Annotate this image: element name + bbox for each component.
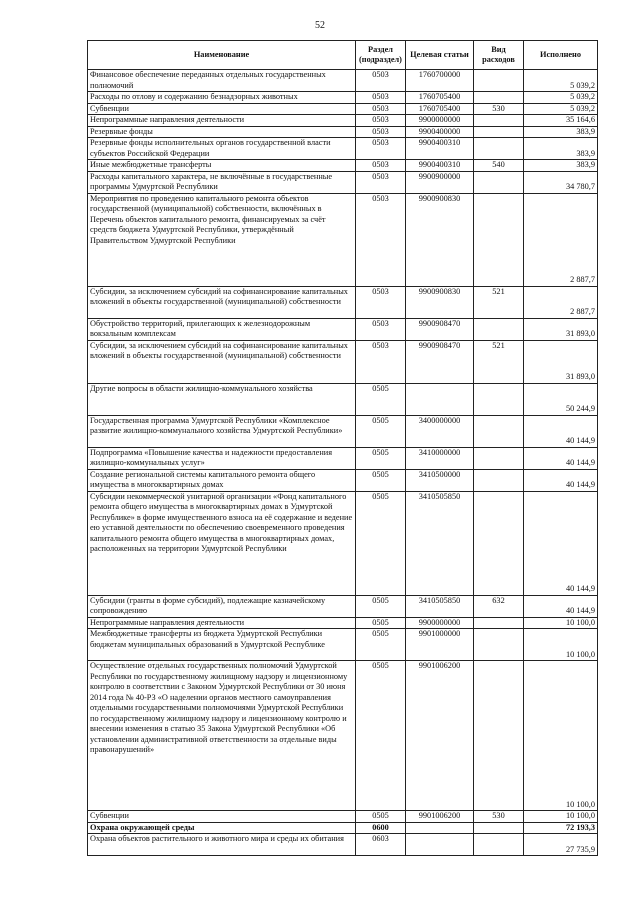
table-row: [88, 103, 598, 115]
cell-section: 0505: [356, 383, 406, 415]
cell-executed: 383,9: [524, 160, 598, 172]
cell-type: [474, 171, 524, 193]
cell-name: Субсидии некоммерческой унитарной организации «Фонд капитального ремонта общего имущества в многоквартирных домах в Удмуртской Республике» в форме имущественного взноса на её содержание и ведение ею уставной деятельности по обеспечению своевременного проведения капитального ремонта общего имущества в многоквартирных домах, расположенных на территории Удмуртской Республики: [88, 491, 356, 595]
cell-section: 0503: [356, 160, 406, 172]
cell-target: 9900900000: [406, 171, 474, 193]
cell-name: Охрана окружающей среды: [88, 822, 356, 834]
cell-type: [474, 447, 524, 469]
cell-executed: 40 144,9: [524, 595, 598, 617]
cell-executed: 40 144,9: [524, 469, 598, 491]
cell-section: 0503: [356, 193, 406, 286]
cell-executed: 383,9: [524, 138, 598, 160]
cell-section: 0505: [356, 617, 406, 629]
cell-section: 0603: [356, 834, 406, 856]
cell-type: 530: [474, 811, 524, 823]
cell-target: 3410500000: [406, 469, 474, 491]
cell-name: Непрограммные направления деятельности: [88, 115, 356, 127]
budget-table: [87, 40, 598, 856]
cell-executed: 27 735,9: [524, 834, 598, 856]
table-row: [88, 126, 598, 138]
cell-section: 0503: [356, 138, 406, 160]
table-row: [88, 286, 598, 318]
header-name: Наименование: [88, 41, 356, 70]
cell-target: 3410505850: [406, 491, 474, 595]
cell-type: 521: [474, 340, 524, 383]
header-executed: Исполнено: [524, 41, 598, 70]
cell-section: 0503: [356, 126, 406, 138]
cell-target: 9900908470: [406, 340, 474, 383]
table-row: [88, 171, 598, 193]
cell-target: 9901006200: [406, 811, 474, 823]
cell-executed: 10 100,0: [524, 617, 598, 629]
table-row: [88, 160, 598, 172]
cell-name: Государственная программа Удмуртской Республики «Комплексное развитие жилищно-коммунального хозяйства Удмуртской Республики»: [88, 415, 356, 447]
cell-target: [406, 383, 474, 415]
table-row: [88, 491, 598, 595]
cell-type: 540: [474, 160, 524, 172]
cell-name: Охрана объектов растительного и животного мира и среды их обитания: [88, 834, 356, 856]
cell-section: 0600: [356, 822, 406, 834]
cell-executed: 50 244,9: [524, 383, 598, 415]
cell-type: [474, 469, 524, 491]
cell-section: 0505: [356, 629, 406, 661]
cell-target: 1760705400: [406, 103, 474, 115]
cell-name: Осуществление отдельных государственных полномочий Удмуртской Республики по государственному жилищному надзору и лицензионному контролю в соответствии с Законом Удмуртской Республики от 30 июня 2014 года № 40-РЗ «О наделении органов местного самоуправления отдельными государственными полномочиями Удмуртской Республики по государственному жилищному надзору и лицензионному контролю и внесении изменения в статью 35 Закона Удмуртской Республики «Об установлении административной ответственности за отдельные виды правонарушений»: [88, 661, 356, 811]
cell-name: Субсидии, за исключением субсидий на софинансирование капитальных вложений в объекты государственной (муниципальной) собственности: [88, 340, 356, 383]
table-row: [88, 92, 598, 104]
cell-executed: 72 193,3: [524, 822, 598, 834]
cell-name: Межбюджетные трансферты из бюджета Удмуртской Республики бюджетам муниципальных образований в Удмуртской Республике: [88, 629, 356, 661]
cell-executed: 5 039,2: [524, 92, 598, 104]
cell-executed: 5 039,2: [524, 70, 598, 92]
cell-target: 9900400310: [406, 138, 474, 160]
cell-section: 0503: [356, 115, 406, 127]
cell-executed: 383,9: [524, 126, 598, 138]
cell-type: [474, 193, 524, 286]
cell-section: 0505: [356, 469, 406, 491]
cell-name: Создание региональной системы капитального ремонта общего имущества в многоквартирных домах: [88, 469, 356, 491]
cell-type: [474, 491, 524, 595]
cell-section: 0505: [356, 661, 406, 811]
cell-target: 9900900830: [406, 286, 474, 318]
cell-target: 3410000000: [406, 447, 474, 469]
cell-name: Резервные фонды: [88, 126, 356, 138]
cell-section: 0503: [356, 92, 406, 104]
table-row: [88, 617, 598, 629]
cell-executed: 5 039,2: [524, 103, 598, 115]
cell-target: 9900000000: [406, 115, 474, 127]
cell-name: Субсидии (гранты в форме субсидий), подлежащие казначейскому сопровождению: [88, 595, 356, 617]
cell-name: Непрограммные направления деятельности: [88, 617, 356, 629]
cell-type: [474, 383, 524, 415]
cell-type: [474, 661, 524, 811]
cell-name: Субсидии, за исключением субсидий на софинансирование капитальных вложений в объекты государственной (муниципальной) собственности: [88, 286, 356, 318]
cell-section: 0505: [356, 811, 406, 823]
cell-name: Расходы капитального характера, не включённые в государственные программы Удмуртской Республики: [88, 171, 356, 193]
cell-type: [474, 822, 524, 834]
cell-name: Подпрограмма «Повышение качества и надежности предоставления жилищно-коммунальных услуг»: [88, 447, 356, 469]
cell-section: 0503: [356, 286, 406, 318]
cell-target: 9901006200: [406, 661, 474, 811]
table-row: [88, 383, 598, 415]
cell-name: Субвенции: [88, 103, 356, 115]
table-row: [88, 138, 598, 160]
cell-section: 0503: [356, 171, 406, 193]
cell-type: [474, 318, 524, 340]
page-number: 52: [315, 20, 325, 31]
cell-section: 0505: [356, 595, 406, 617]
cell-type: [474, 138, 524, 160]
cell-name: Финансовое обеспечение переданных отдельных государственных полномочий: [88, 70, 356, 92]
cell-name: Обустройство территорий, прилегающих к железнодорожным вокзальным комплексам: [88, 318, 356, 340]
table-row: [88, 595, 598, 617]
cell-section: 0505: [356, 447, 406, 469]
cell-name: Мероприятия по проведению капитального ремонта объектов государственной (муниципальной) собственности, включённых в Перечень объектов капитального ремонта, финансируемых за счёт средств бюджета Удмуртской Республики, утверждённый Правительством Удмуртской Республики: [88, 193, 356, 286]
cell-type: [474, 126, 524, 138]
cell-target: 9900908470: [406, 318, 474, 340]
header-target: Целевая статьи: [406, 41, 474, 70]
cell-section: 0505: [356, 491, 406, 595]
table-header-row: [88, 41, 598, 70]
cell-executed: 10 100,0: [524, 629, 598, 661]
cell-target: [406, 834, 474, 856]
table-body: [88, 70, 598, 856]
table-row: [88, 469, 598, 491]
cell-type: [474, 415, 524, 447]
cell-type: [474, 834, 524, 856]
table-row: [88, 70, 598, 92]
cell-executed: 2 887,7: [524, 286, 598, 318]
cell-type: 530: [474, 103, 524, 115]
cell-name: Расходы по отлову и содержанию безнадзорных животных: [88, 92, 356, 104]
cell-type: [474, 115, 524, 127]
cell-type: [474, 629, 524, 661]
table-row: [88, 629, 598, 661]
cell-target: 1760700000: [406, 70, 474, 92]
cell-executed: 10 100,0: [524, 811, 598, 823]
cell-name: Иные межбюджетные трансферты: [88, 160, 356, 172]
cell-executed: 31 893,0: [524, 318, 598, 340]
cell-type: [474, 70, 524, 92]
cell-target: 9901000000: [406, 629, 474, 661]
table-row: [88, 822, 598, 834]
cell-section: 0503: [356, 340, 406, 383]
cell-executed: 34 780,7: [524, 171, 598, 193]
cell-name: Другие вопросы в области жилищно-коммунального хозяйства: [88, 383, 356, 415]
table-row: [88, 115, 598, 127]
cell-executed: 31 893,0: [524, 340, 598, 383]
cell-section: 0505: [356, 415, 406, 447]
cell-target: 3400000000: [406, 415, 474, 447]
cell-executed: 40 144,9: [524, 491, 598, 595]
table-row: [88, 193, 598, 286]
table-row: [88, 661, 598, 811]
table-row: [88, 318, 598, 340]
cell-section: 0503: [356, 318, 406, 340]
cell-type: 632: [474, 595, 524, 617]
table-row: [88, 415, 598, 447]
cell-type: [474, 617, 524, 629]
cell-executed: 35 164,6: [524, 115, 598, 127]
cell-name: Субвенции: [88, 811, 356, 823]
cell-type: 521: [474, 286, 524, 318]
cell-executed: 40 144,9: [524, 415, 598, 447]
cell-section: 0503: [356, 103, 406, 115]
cell-executed: 40 144,9: [524, 447, 598, 469]
cell-target: 9900400000: [406, 126, 474, 138]
cell-target: [406, 822, 474, 834]
table-row: [88, 447, 598, 469]
table-row: [88, 834, 598, 856]
cell-target: 3410505850: [406, 595, 474, 617]
cell-target: 9900900830: [406, 193, 474, 286]
cell-name: Резервные фонды исполнительных органов государственной власти субъектов Российской Федерации: [88, 138, 356, 160]
cell-target: 9900000000: [406, 617, 474, 629]
cell-type: [474, 92, 524, 104]
table-row: [88, 340, 598, 383]
cell-executed: 2 887,7: [524, 193, 598, 286]
cell-section: 0503: [356, 70, 406, 92]
header-type: Вид расходов: [474, 41, 524, 70]
cell-target: 9900400310: [406, 160, 474, 172]
table-row: [88, 811, 598, 823]
cell-target: 1760705400: [406, 92, 474, 104]
header-section: Раздел (подраздел): [356, 41, 406, 70]
cell-executed: 10 100,0: [524, 661, 598, 811]
